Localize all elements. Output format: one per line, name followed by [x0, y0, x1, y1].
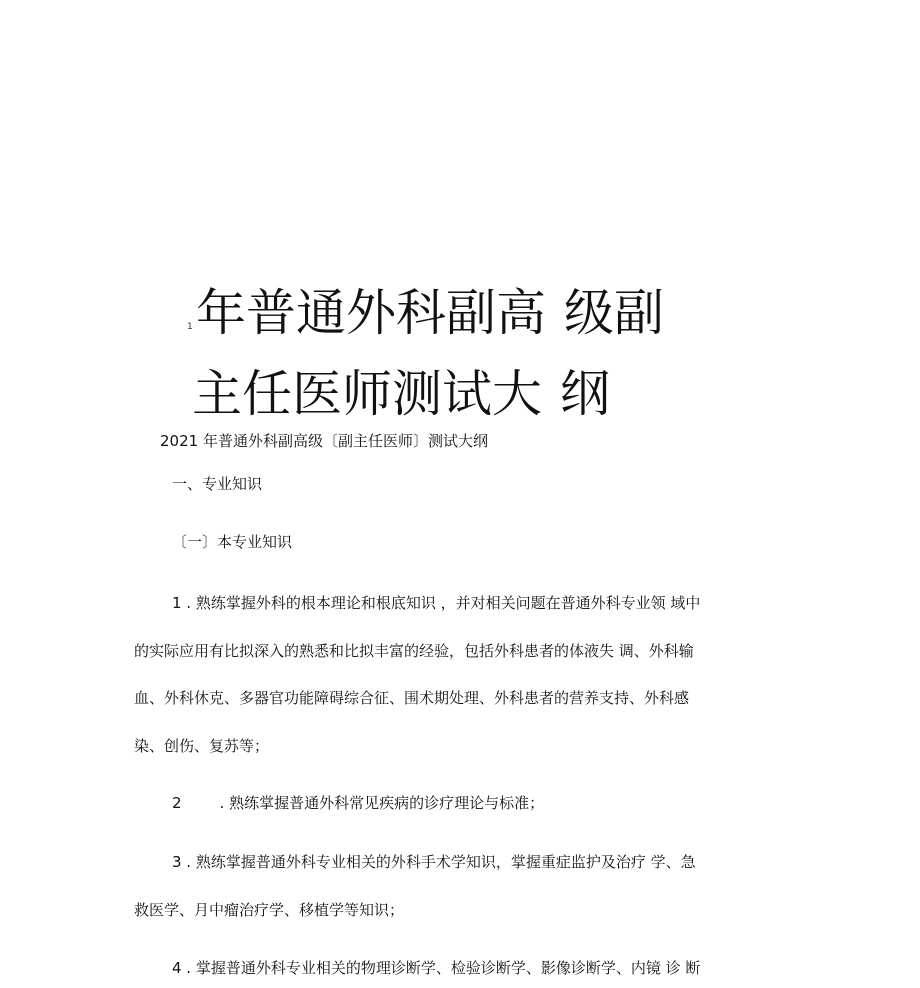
item-1-line-2: 的实际应用有比拟深入的熟悉和比拟丰富的经验，包括外科患者的体液失 调、外科输	[134, 642, 694, 660]
item-4-line-1: 4 . 掌握普通外科专业相关的物理诊断学、检验诊断学、影像诊断学、内镜 诊 断	[172, 959, 701, 977]
document-subtitle: 2021 年普通外科副高级〔副主任医师〕测试大纲	[160, 432, 488, 450]
document-title-line-2	[192, 364, 610, 424]
item-1-line-3: 血、外科休克、多器官功能障碍综合征、围术期处理、外科患者的营养支持、外科感	[134, 689, 690, 707]
title-line-1-part-b: 级副	[564, 284, 664, 342]
title-superscript-mark: 1	[187, 322, 193, 332]
document-title-line-1	[196, 283, 664, 343]
item-1-line-4: 染、创伤、复苏等；	[134, 737, 270, 755]
item-2-number: 2	[172, 794, 182, 812]
title-line-1-part-a: 年普通外科副高	[196, 284, 546, 342]
item-1-line-1: 1 . 熟练掌握外科的根本理论和根底知识 ，并对相关问题在普通外科专业领 域中	[172, 594, 701, 612]
item-3-line-2: 救医学、月中瘤治疗学、移植学等知识；	[134, 901, 405, 919]
item-2	[172, 793, 544, 813]
subsection-heading-specialty-knowledge: 〔一〕本专业知识	[172, 533, 293, 551]
title-line-2-part-b: 纲	[560, 365, 610, 423]
title-line-2-part-a: 主任医师测试大	[192, 365, 542, 423]
section-heading-professional-knowledge: 一、专业知识	[172, 475, 263, 493]
item-3-line-1: 3 . 熟练掌握普通外科专业相关的外科手术学知识，掌握重症监护及治疗 学、急	[172, 853, 696, 871]
item-2-text: . 熟练掌握普通外科常见疾病的诊疗理论与标准；	[219, 794, 545, 812]
